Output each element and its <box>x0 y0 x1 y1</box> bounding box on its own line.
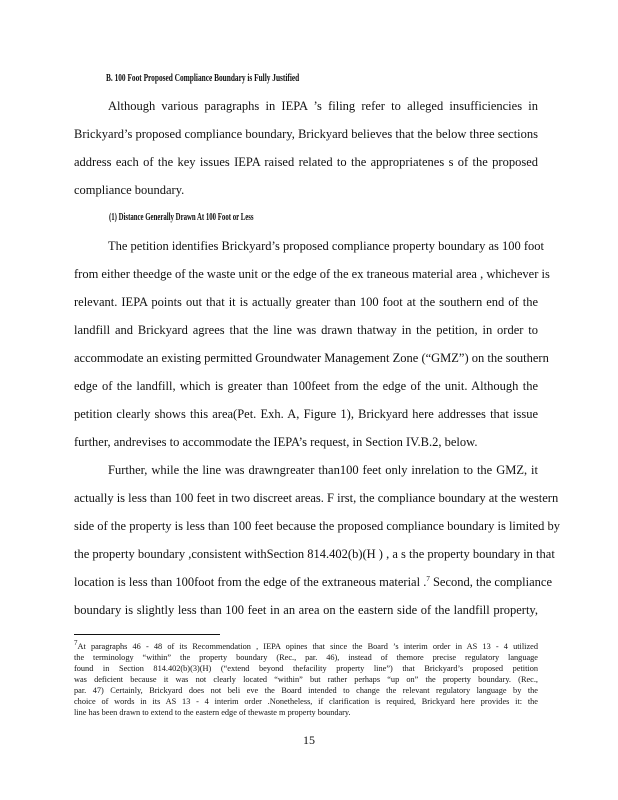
footnote-line: the terminology “within” the property boundary (Rec., par. 46), instead of themore precise regulatory language <box>74 653 538 662</box>
paragraph-line: The petition identifies Brickyard’s proposed compliance property boundary as 100 foot <box>108 239 544 253</box>
footnote-line: line has been drawn to extend to the eastern edge of thewaste m property boundary. <box>74 708 351 717</box>
paragraph-line-text: location is less than 100foot from the edge of the extraneous material . <box>74 575 427 589</box>
footnote-line: choice of words in its AS 13 - 4 interim order .Nonetheless, if clarification is required, Brickyard here provides it: the <box>74 697 538 706</box>
paragraph-line: from either theedge of the waste unit or the edge of the ex traneous material area , whichever is <box>74 267 550 281</box>
paragraph-line: actually is less than 100 feet in two discreet areas. F irst, the compliance boundary at the western <box>74 491 559 505</box>
section-heading: B. 100 Foot Proposed Compliance Boundary is Fully Justified <box>106 73 300 84</box>
paragraph-line: boundary is slightly less than 100 feet in an area on the eastern side of the landfill property, <box>74 603 538 617</box>
paragraph-line: the property boundary ,consistent withSection 814.402(b)(H ) , a s the property boundary in that <box>74 547 555 561</box>
paragraph-line: side of the property is less than 100 feet because the proposed compliance boundary is limited by <box>74 519 560 533</box>
paragraph-line: edge of the landfill, which is greater than 100feet from the edge of the unit. Although the <box>74 379 538 393</box>
paragraph-line: Although various paragraphs in IEPA ’s filing refer to alleged insufficiencies in <box>108 99 538 113</box>
paragraph-line: address each of the key issues IEPA raised related to the appropriatenes s of the proposed <box>74 155 538 169</box>
footnote-text: At paragraphs 46 - 48 of its Recommendation , IEPA opines that since the Board ’s interim order in AS 13 - 4 utilized <box>77 642 538 651</box>
subsection-heading: (1) Distance Generally Drawn At 100 Foot or Less <box>109 212 254 223</box>
paragraph-line: petition clearly shows this area(Pet. Exh. A, Figure 1), Brickyard here addresses that issue <box>74 407 538 421</box>
paragraph-line: accommodate an existing permitted Groundwater Management Zone (“GMZ”) on the southern <box>74 351 549 365</box>
footnote-line <box>74 639 538 652</box>
paragraph-line: relevant. IEPA points out that it is actually greater than 100 foot at the southern end of the <box>74 295 538 309</box>
footnote-line: was deficient because it was not clearly located “within” but rather perhaps “up on” the property boundary. (Rec., <box>74 675 538 684</box>
paragraph-line-text: Second, the compliance <box>429 575 553 589</box>
footnote-reference[interactable]: 7 <box>426 574 430 583</box>
footnote-divider <box>74 634 220 635</box>
paragraph-line: compliance boundary. <box>74 183 185 197</box>
paragraph-line: further, andrevises to accommodate the IEPA’s request, in Section IV.B.2, below. <box>74 435 478 449</box>
footnote-marker: 7 <box>74 639 78 648</box>
paragraph-line: Further, while the line was drawngreater than100 feet only inrelation to the GMZ, it <box>108 463 538 477</box>
paragraph-line: Brickyard’s proposed compliance boundary, Brickyard believes that the below three sections <box>74 127 538 141</box>
footnote-line: found in Section 814.402(b)(3)(H) (“extend beyond thefacility property line”) that Brickyard’s proposed petition <box>74 664 538 673</box>
paragraph-line-with-footnote <box>74 574 553 590</box>
page-number: 15 <box>303 733 315 747</box>
footnote-line: par. 47) Certainly, Brickyard does not beli eve the Board intended to change the relevant regulatory language by the <box>74 686 538 695</box>
paragraph-line: landfill and Brickyard agrees that the line was drawn thatway in the petition, in order to <box>74 323 538 337</box>
